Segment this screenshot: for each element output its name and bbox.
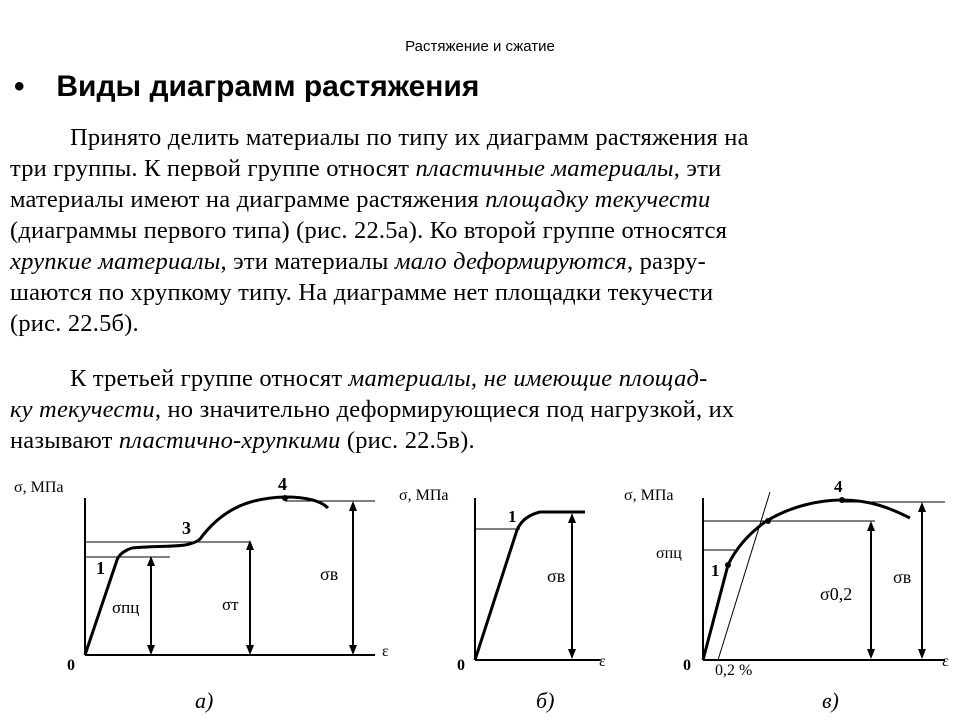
text-run: (рис. 22.5в). (346, 427, 475, 454)
caption-a: а) (195, 688, 214, 713)
paragraph-line: Принято делить материалы по типу их диаграмм растяжения на (70, 124, 749, 151)
paragraph-line (10, 246, 950, 277)
text-run: , разру- (626, 248, 706, 275)
stress-strain-curve (85, 497, 328, 655)
sigma-v-label: σв (893, 567, 912, 587)
paragraph-line (10, 184, 950, 215)
reference-lines (703, 502, 945, 550)
text-run: три группы. К первой группе относят (10, 155, 410, 182)
paragraph-line: шаются по хрупкому типу. На диаграмме нет площадки текучести (10, 279, 714, 306)
point-4-marker (282, 495, 288, 501)
diagram-a (10, 470, 390, 680)
caption-c: в) (822, 688, 839, 713)
y-axis-label: σ, МПа (14, 479, 64, 496)
diagram-c (620, 470, 955, 685)
stress-strain-curve (475, 512, 585, 660)
italic-term: материалы, (348, 365, 478, 392)
italic-term: пластично-хрупкими (118, 427, 341, 454)
stress-strain-curve (703, 500, 910, 660)
paragraph-line: (диаграммы первого типа) (рис. 22.5а). Ко второй группе относятся (10, 217, 728, 244)
y-axis-label: σ, МПа (399, 487, 449, 504)
italic-term: не имеющие площад- (483, 365, 708, 392)
yield-point-marker (765, 518, 771, 524)
point-label: 1 (711, 561, 720, 580)
point-label: 1 (508, 507, 517, 526)
text-run: , эти (673, 155, 722, 182)
text-run: называют (10, 427, 113, 454)
offset-label: 0,2 % (715, 662, 753, 679)
x-axis-label: ε (942, 653, 949, 670)
point-label: 1 (96, 558, 105, 578)
diagram-a-svg (10, 470, 390, 680)
point-label: 3 (182, 518, 191, 538)
text-run: , эти материалы (220, 248, 389, 275)
point-1-marker (725, 562, 731, 568)
sigma-v-label: σв (547, 566, 566, 586)
y-axis-label: σ, МПа (624, 487, 674, 504)
slide-title-text: Виды диаграмм растяжения (56, 70, 480, 103)
paragraph-line (10, 394, 950, 425)
text-run: К третьей группе относят (70, 365, 343, 392)
italic-term: ку текучести (10, 396, 155, 423)
paragraph-line (10, 153, 950, 184)
slide-header: Растяжение и сжатие (405, 38, 555, 55)
diagram-b (395, 470, 610, 680)
x-axis-label: ε (599, 653, 606, 670)
paragraph-line (10, 425, 950, 456)
paragraph-2 (10, 363, 950, 456)
slide-title (14, 70, 479, 104)
caption-b: б) (536, 688, 555, 713)
sigma-pc-label: σпц (112, 598, 140, 617)
paragraph-1 (10, 122, 950, 339)
sigma-02-label: σ0,2 (820, 584, 853, 604)
sigma-pc-label: σпц (656, 545, 682, 562)
origin-label: 0 (683, 657, 691, 674)
point-4-marker (839, 497, 845, 503)
italic-term: пластичные материалы (415, 155, 674, 182)
diagram-c-svg (620, 470, 955, 685)
point-label: 4 (834, 477, 843, 496)
bullet-icon: • (14, 70, 25, 103)
text-run: материалы имеют на диаграмме растяжения (10, 186, 479, 213)
sigma-v-label: σв (320, 564, 339, 584)
italic-term: площадку текучести (485, 186, 711, 213)
point-label: 4 (278, 474, 287, 494)
sigma-t-label: σт (222, 595, 239, 614)
diagram-b-svg (395, 470, 610, 680)
paragraph-line: (рис. 22.5б). (10, 310, 139, 337)
origin-label: 0 (67, 657, 75, 674)
italic-term: мало деформируются (394, 248, 627, 275)
x-axis-label: ε (382, 643, 389, 660)
text-run: , но значительно деформирующиеся под нагрузкой, их (154, 396, 735, 423)
italic-term: хрупкие материалы (10, 248, 221, 275)
origin-label: 0 (457, 657, 465, 674)
paragraph-line (10, 363, 950, 394)
